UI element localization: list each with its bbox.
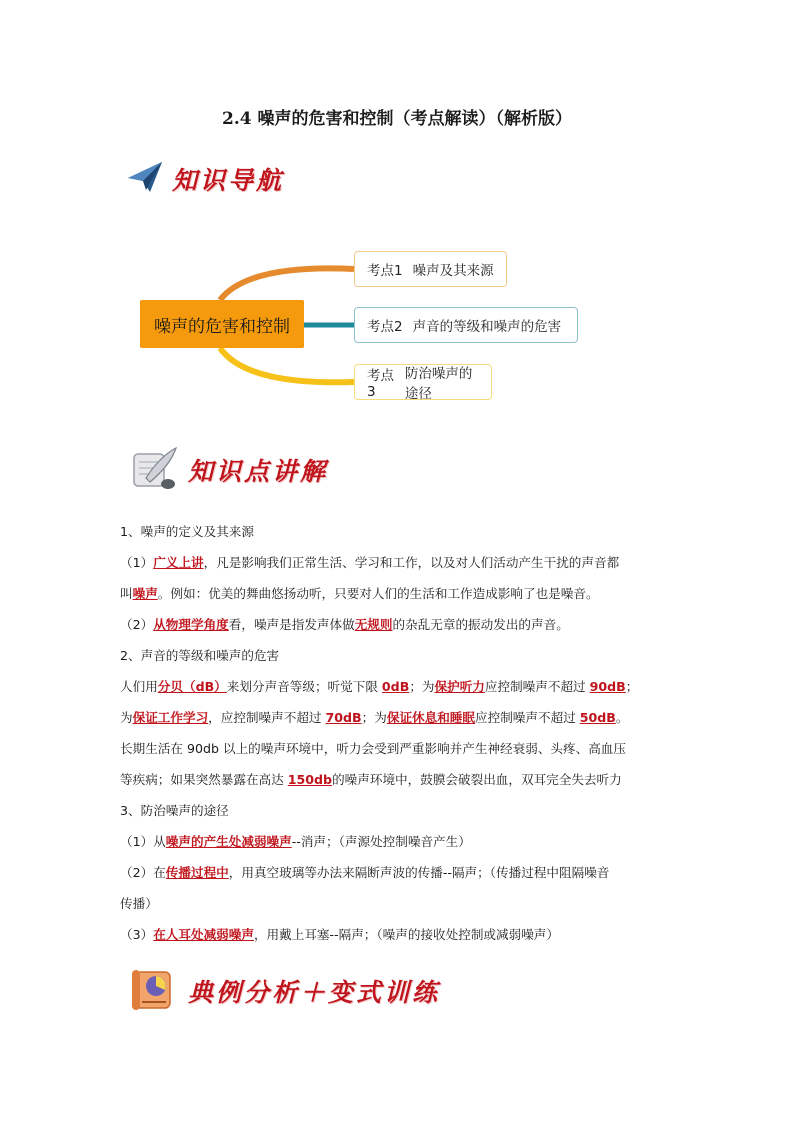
knowledge-content	[120, 516, 680, 950]
mind-map-center: 噪声的危害和控制	[140, 300, 304, 348]
node-kp: 考点3	[367, 368, 394, 400]
paragraph: （2）在传播过程中，用真空玻璃等办法来隔断声波的传播--隔声；（传播过程中阻隔噪音	[120, 865, 610, 880]
paper-plane-icon	[126, 160, 164, 198]
section-label: 知识点讲解	[188, 457, 329, 486]
paragraph: （2）从物理学角度看，噪声是指发声体做无规则的杂乱无章的振动发出的声音。	[120, 617, 569, 632]
node-text: 防治噪声的途径	[404, 366, 473, 402]
paragraph: （3）在人耳处减弱噪声，用戴上耳塞--隔声；（噪声的接收处控制或减弱噪声）	[120, 927, 559, 942]
paragraph: 长期生活在 90db 以上的噪声环境中，听力会受到严重影响并产生神经衰弱、头疼、高血压	[120, 741, 626, 756]
node-text: 噪声及其来源	[412, 263, 494, 279]
page-title: 2.4 噪声的危害和控制（考点解读）（解析版）	[222, 109, 572, 129]
section-label: 知识导航	[172, 166, 285, 195]
paragraph: 传播）	[120, 896, 158, 911]
mind-map-node-3	[354, 364, 492, 400]
section-heading-nav	[126, 160, 284, 198]
node-text: 声音的等级和噪声的危害	[412, 319, 562, 335]
mind-map-node-1	[354, 251, 507, 287]
paragraph: 等疾病；如果突然暴露在高达 150db的噪声环境中，鼓膜会破裂出血，双耳完全失去听力	[120, 772, 622, 787]
mind-map	[120, 244, 600, 414]
section-heading-examples	[128, 964, 440, 1018]
heading-3: 3、防治噪声的途径	[120, 803, 229, 818]
mind-map-node-2	[354, 307, 578, 343]
paragraph: 叫噪声。例如：优美的舞曲悠扬动听，只要对人们的生活和工作造成影响了也是噪音。	[120, 586, 599, 601]
heading-1: 1、噪声的定义及其来源	[120, 524, 254, 539]
section-heading-explain	[128, 444, 328, 496]
node-kp: 考点1	[367, 263, 403, 279]
section-label: 典例分析＋变式训练	[188, 978, 441, 1007]
scroll-chart-icon	[128, 964, 180, 1018]
paragraph: 人们用分贝（dB）来划分声音等级；听觉下限 0dB；为保护听力应控制噪声不超过 90dB；	[120, 679, 639, 694]
quill-scroll-icon	[128, 444, 180, 496]
node-kp: 考点2	[367, 319, 403, 335]
heading-2: 2、声音的等级和噪声的危害	[120, 648, 280, 663]
paragraph: 为保证工作学习，应控制噪声不超过 70dB；为保证休息和睡眠应控制噪声不超过 50dB。	[120, 710, 629, 725]
paragraph: （1）广义上讲，凡是影响我们正常生活、学习和工作，以及对人们活动产生干扰的声音都	[120, 555, 620, 570]
paragraph: （1）从噪声的产生处减弱噪声--消声；（声源处控制噪音产生）	[120, 834, 471, 849]
